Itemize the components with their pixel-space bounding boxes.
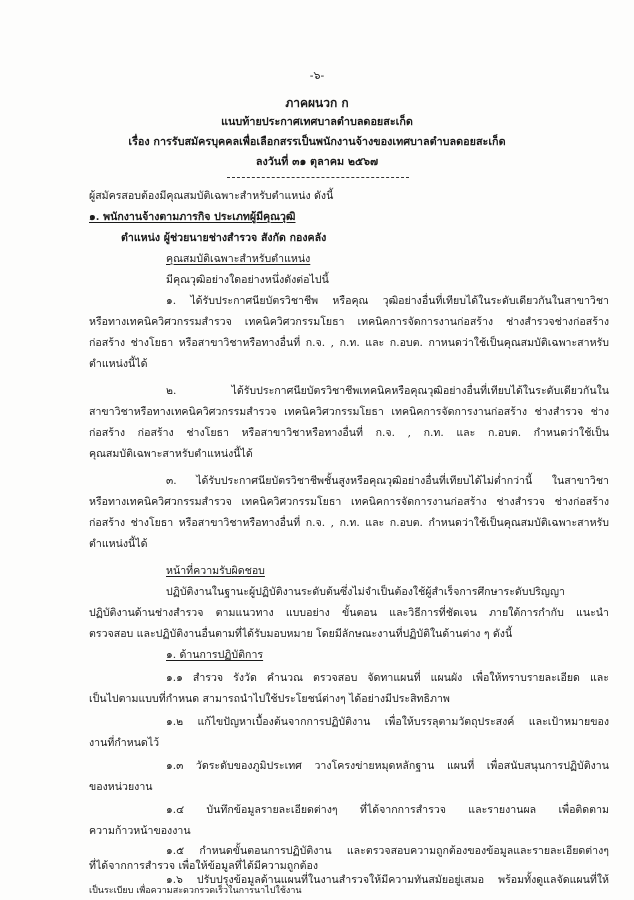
qualification-intro: มีคุณวุฒิอย่างใดอย่างหนึ่งดังต่อไปนี้ [166, 274, 329, 286]
qualification-3-line: ก่อสร้าง ช่างโยธา หรือสาขาวิชาหรือทางอื่นที่ ก.จ. , ก.ท. และ ก.อบต. กำหนดว่าใช้เป็นคุณสมบัติเฉพาะสาหรับ [89, 517, 609, 529]
duty-item-line: ๑.๒ แก้ไขปัญหาเบื้องต้นจากการปฏิบัติงาน เพื่อให้บรรลุตามวัตถุประสงค์ และเป้าหมายของ [166, 716, 609, 728]
qualification-2-line: ๒. ได้รับประกาศนียบัตรวิชาชีพเทคนิคหรือคุณวุฒิอย่างอื่นที่เทียบได้ในระดับเดียวกันใน [166, 385, 609, 397]
duty-item-line: ที่ได้จากการสำรวจ เพื่อให้ข้อมูลที่ได้มีความถูกต้อง [89, 860, 319, 872]
section-title: ๑. พนักงานจ้างตามภารกิจ ประเภทผู้มีคุณวุฒิ [89, 211, 296, 223]
qualification-2-line: สาขาวิชาหรือทางเทคนิควิศวกรรมสำรวจ เทคนิควิศวกรรมโยธา เทคนิคการจัดการงานก่อสร้าง ช่างสำรวจ ช่าง [89, 406, 609, 418]
duty-item-line: เป็นไปตามแบบที่กำหนด สามารถนำไปใช้ประโยชน์ต่างๆ ได้อย่างมีประสิทธิภาพ [89, 693, 450, 705]
duty-item-line: ๑.๑ สำรวจ รังวัด คำนวณ ตรวจสอบ จัดทาแผนที่ แผนผัง เพื่อให้ทราบรายละเอียด และ [166, 672, 609, 684]
duties-line: ปฏิบัติงานด้านช่างสำรวจ ตามแนวทาง แบบอย่าง ขั้นตอน และวิธีการที่ชัดเจน ภายใต้การกำกับ แนะนำ [89, 607, 609, 619]
qualification-1-line: หรือทางเทคนิควิศวกรรมสำรวจ เทคนิควิศวกรรมโยธา เทคนิคการจัดการงานก่อสร้าง ช่างสำรวจช่างก่อสร้าง [89, 316, 609, 328]
duties-line: ตรวจสอบ และปฏิบัติงานอื่นตามที่ได้รับมอบหมาย โดยมีลักษณะงานที่ปฏิบัติในด้านต่าง ๆ ดังนี้ [89, 628, 513, 640]
duty-item-line: ของหน่วยงาน [89, 781, 153, 793]
duties-heading: หน้าที่ความรับผิดชอบ [166, 565, 265, 577]
qualification-1-line: ก่อสร้าง ช่างโยธา หรือสาขาวิชาหรือทางอื่นที่ ก.จ. , ก.ท. และ ก.อบต. กาหนดว่าใช้เป็นคุณสมบัติเฉพาะสาหรับ [89, 337, 609, 349]
date-line: ลงวันที่ ๓๑ ตุลาคม ๒๕๖๗ [255, 155, 379, 168]
qualification-1-line: ๑. ได้รับประกาศนียบัตรวิชาชีพ หรือคุณ วุฒิอย่างอื่นที่เทียบได้ในระดับเดียวกันในสาขาวิชา [166, 295, 609, 307]
duty-item-line: ๑.๔ บันทึกข้อมูลรายละเอียดต่างๆ ที่ได้จากการสำรวจ และรายงานผล เพื่อติดตาม [166, 804, 609, 816]
qualification-2-line: ก่อสร้าง ก่อสร้าง ช่างโยธา หรือสาขาวิชาหรือทางอื่นที่ ก.จ. , ก.ท. และ ก.อบต. กำหนดว่าใช้เป็น [89, 427, 609, 439]
duty-item-line: ๑.๓ วัดระดับของภูมิประเทศ วางโครงข่ายหมุดหลักฐาน แผนที่ เพื่อสนับสนุนการปฏิบัติงาน [166, 760, 609, 772]
operations-heading: ๑. ด้านการปฏิบัติการ [166, 649, 264, 661]
appendix-title: ภาคผนวก ก [285, 96, 349, 110]
duties-line: ปฏิบัติงานในฐานะผู้ปฏิบัติงานระดับต้นซึ่งไม่จำเป็นต้องใช้ผู้สำเร็จการศึกษาระดับปริญญา [166, 586, 565, 598]
attachment-title: แนบท้ายประกาศเทศบาลตำบลดอยสะเก็ด [221, 115, 413, 128]
qualification-heading: คุณสมบัติเฉพาะสำหรับตำแหน่ง [166, 253, 311, 265]
qualification-3-line: ๓. ได้รับประกาศนียบัตรวิชาชีพชั้นสูงหรือคุณวุฒิอย่างอื่นที่เทียบได้ไม่ต่ำกว่านี้ ในสาขาวิชา [166, 475, 609, 487]
position-line: ตำแหน่ง ผู้ช่วยนายช่างสำรวจ สังกัด กองคลัง [121, 232, 327, 244]
intro-line: ผู้สมัครสอบต้องมีคุณสมบัติเฉพาะสำหรับตำแหน่ง ดังนี้ [89, 190, 334, 202]
page-number: -๖- [309, 69, 325, 82]
duty-item-line: งานที่กำหนดไว้ [89, 737, 160, 749]
duty-item-line: ความก้าวหน้าของงาน [89, 825, 191, 837]
duty-item-line: ๑.๖ ปรับปรุงข้อมูลด้านแผนที่ในงานสำรวจให้มีความทันสมัยอยู่เสมอ พร้อมทั้งดูแลจัดแผนที่ให้ [166, 874, 609, 886]
qualification-3-line: หรือทางเทคนิควิศวกรรมสำรวจ เทคนิควิศวกรรมโยธา เทคนิคการจัดการงานก่อสร้าง ช่างสำรวจ ช่างก่อสร้าง [89, 496, 609, 508]
qualification-3-line: ตำแหน่งนี้ได้ [89, 538, 148, 550]
header-divider [227, 177, 409, 178]
duty-item-line: เป็นระเบียบ เพื่อความสะดวกรวดเร็วในการนาไปใช้งาน [89, 886, 302, 896]
duty-item-line: ๑.๕ กำหนดขั้นตอนการปฏิบัติงาน และตรวจสอบความถูกต้องของข้อมูลและรายละเอียดต่างๆ [166, 845, 609, 857]
qualification-2-line: คุณสมบัติเฉพาะสาหรับตำแหน่งนี้ได้ [89, 448, 253, 460]
qualification-1-line: ตำแหน่งนี้ได้ [89, 358, 148, 370]
subject-line: เรื่อง การรับสมัครบุคคลเพื่อเลือกสรรเป็นพนักงานจ้างของเทศบาลตำบลดอยสะเก็ด [128, 135, 506, 148]
